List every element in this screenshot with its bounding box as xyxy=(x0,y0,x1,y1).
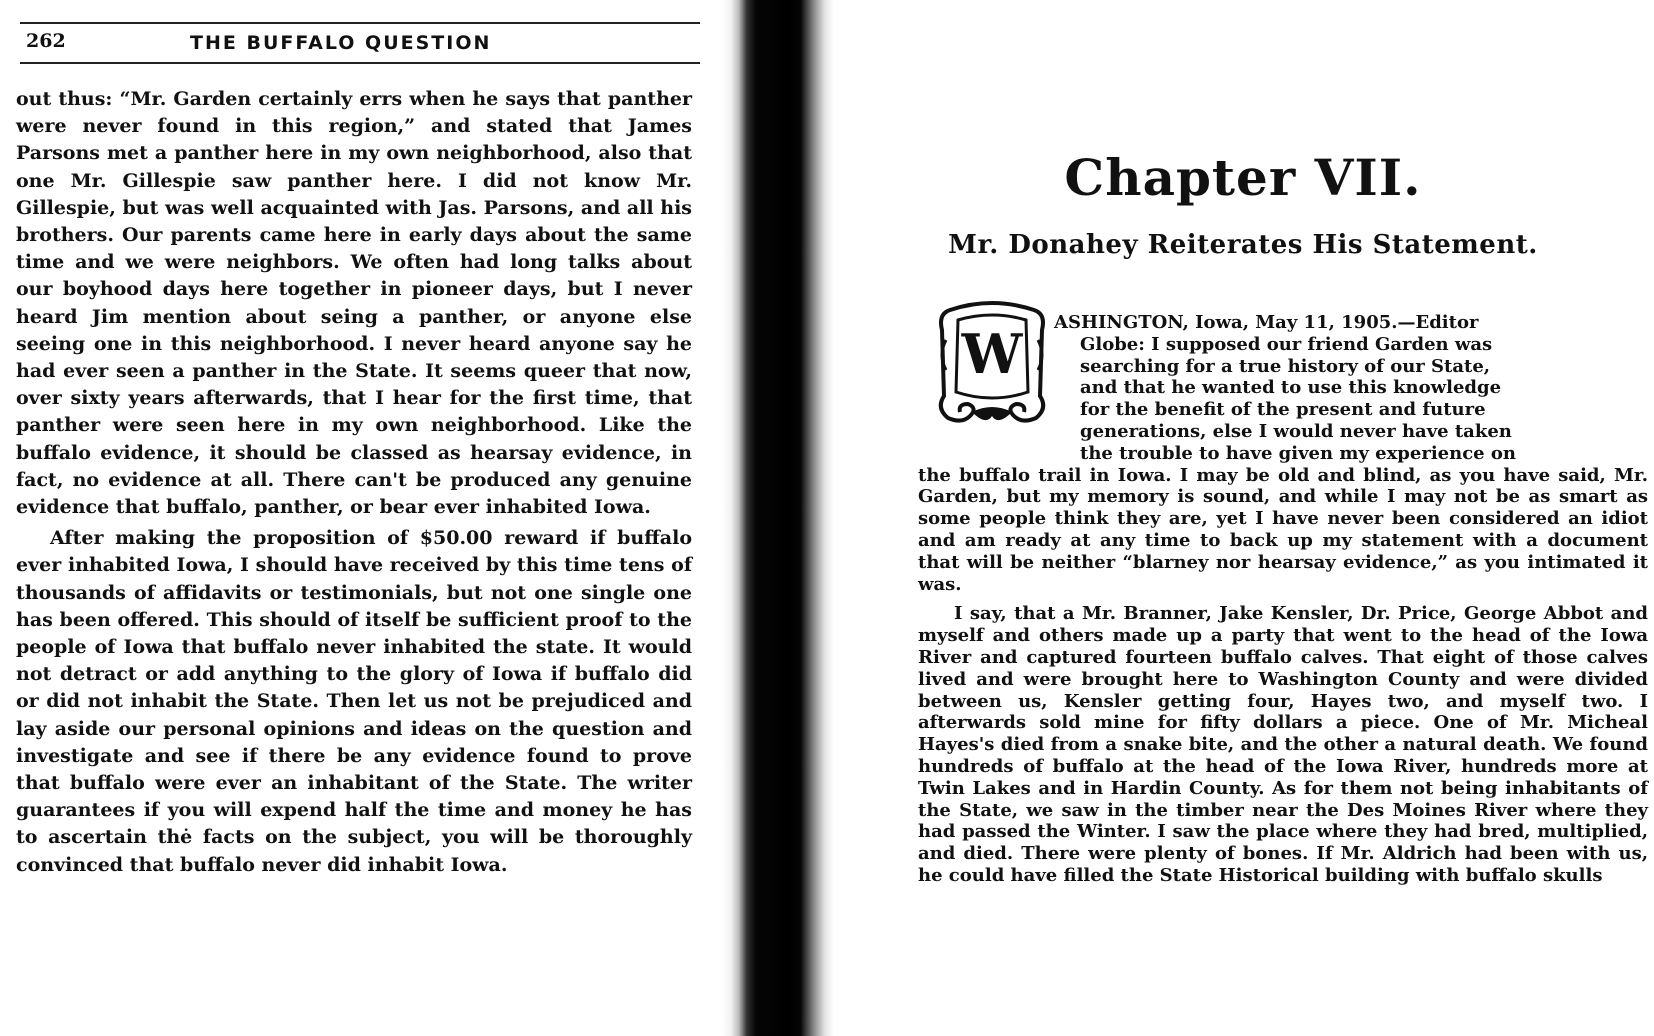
right-paragraph-2: I say, that a Mr. Branner, Jake Kensler, Dr. Price, George Abbot and myself and others made up a party that went to the head of the Iowa River and captured fourteen buffalo calves. That eight of those calves lived and were brought here to Washington County and were divided between us, Kensler getting four, Hayes two, and myself two. I afterwards sold mine for fifty dollars a piece. One of Mr. Micheal Hayes's died from a snake bite, and the other a natural death. We found hundreds of buffalo at the head of the Iowa River, hundreds more at Twin Lakes and in Hardin County. As for them not being inhabitants of the State, we saw in the timber near the Des Moines River where they had passed the Winter. I saw the place where they had bred, multiplied, and died. There were plenty of bones. If Mr. Aldrich had been with us, he could have filled the State Historical building with buffalo skulls xyxy=(918,603,1648,886)
opening-line: generations, else I would never have taken xyxy=(1080,420,1512,442)
opening-line: Globe: I supposed our friend Garden was xyxy=(1080,333,1493,355)
left-paragraph-1: out thus: “Mr. Garden certainly errs when he says that panther were never found in this region,” and stated that James Parsons met a panther here in my own neighborhood, also that one Mr. Gillespie saw panther here. I did not know Mr. Gillespie, but was well acquainted with Jas. Parsons, and all his brothers. Our parents came here in early days about the same time and we were neighbors. We often had long talks about our boyhood days here together in pioneer days, but I never heard Jim mention about seing a panther, or anyone else seeing one in this neighborhood. I never heard anyone say he had ever seen a panther in the State. It seems queer that now, over sixty years afterwards, that I hear for the first time, that panther were seen here in my own neighborhood. Like the buffalo evidence, it should be classed as hearsay evidence, in fact, no evidence at all. There can't be produced any genuine evidence that buffalo, panther, or bear ever inhabited Iowa. xyxy=(16,88,692,519)
chapter-title: Chapter VII. xyxy=(1064,148,1422,207)
drop-cap-wrapped-lines xyxy=(918,312,1648,465)
right-page xyxy=(832,0,1654,1036)
running-head: THE BUFFALO QUESTION xyxy=(190,32,492,54)
opening-line: searching for a true history of our State, xyxy=(1080,355,1491,377)
page-header xyxy=(20,22,700,64)
left-paragraph-2: After making the proposition of $50.00 reward if buffalo ever inhabited Iowa, I should have received by this time tens of thousands of affidavits or testimonials, but not one single one has been offered. This should of itself be sufficient proof to the people of Iowa that buffalo never inhabited the state. It would not detract or add anything to the glory of Iowa if buffalo did or did not inhabit the State. Then let us not be prejudiced and lay aside our personal opinions and ideas on the question and investigate and see if there be any evidence found to prove that buffalo were ever an inhabitant of the State. The writer guarantees if you will expend half the time and money he has to ascertain thė facts on the subject, you will be thoroughly convinced that buffalo never did inhabit Iowa. xyxy=(16,527,692,876)
page-number: 262 xyxy=(26,30,66,52)
left-page xyxy=(0,0,720,1036)
drop-cap-letter: W xyxy=(961,322,1023,386)
right-paragraph-1: the buffalo trail in Iowa. I may be old and blind, as you have said, Mr. Garden, but my memory is sound, and while I may not be as smart as some people think they are, yet I have never been considered an idiot and am ready at any time to back up my statement with a document that will be neither “blarney nor hearsay evidence,” as you intimated it was. xyxy=(918,464,1648,595)
chapter-subtitle: Mr. Donahey Reiterates His Statement. xyxy=(948,230,1538,260)
right-body-text xyxy=(918,312,1648,887)
opening-line: for the benefit of the present and future xyxy=(1080,399,1486,421)
left-body-text xyxy=(16,86,692,879)
opening-line: and that he wanted to use this knowledge xyxy=(1080,377,1502,399)
book-gutter xyxy=(722,0,834,1036)
opening-line: ASHINGTON, Iowa, May 11, 1905.—Editor xyxy=(1054,312,1479,333)
opening-line: the trouble to have given my experience on xyxy=(1080,442,1516,464)
